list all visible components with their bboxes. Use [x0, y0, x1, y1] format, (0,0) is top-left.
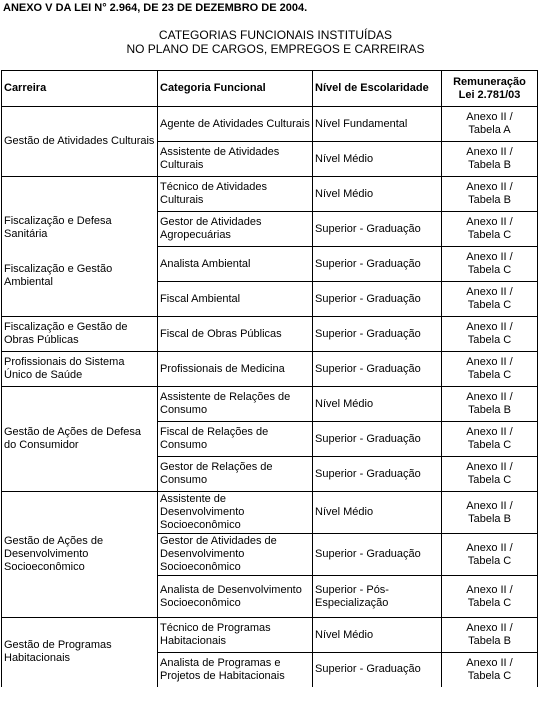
- categoria-cell: Analista de Programas e Projetos de Habitacionais: [158, 653, 313, 687]
- nivel-cell: Superior - Graduação: [313, 653, 442, 687]
- nivel-cell: Nível Fundamental: [313, 107, 442, 142]
- remuneracao-cell: Anexo II / Tabela C: [442, 247, 538, 282]
- career-cell: Profissionais do Sistema Único de Saúde: [2, 352, 158, 387]
- nivel-cell: Nível Médio: [313, 492, 442, 534]
- career-cell: Gestão de Programas Habitacionais: [2, 618, 158, 687]
- categoria-cell: Fiscal Ambiental: [158, 282, 313, 317]
- career-cell: Fiscalização e Gestão de Obras Públicas: [2, 317, 158, 352]
- nivel-cell: Nível Médio: [313, 142, 442, 177]
- remuneracao-cell: Anexo II / Tabela B: [442, 618, 538, 653]
- remuneracao-cell: Anexo II / Tabela C: [442, 317, 538, 352]
- table-header-row: [2, 71, 538, 107]
- remuneracao-cell: Anexo II / Tabela C: [442, 212, 538, 247]
- career-cell: [2, 177, 158, 317]
- nivel-cell: Nível Médio: [313, 618, 442, 653]
- categoria-cell: Gestor de Atividades de Desenvolvimento Socioeconômico: [158, 534, 313, 576]
- categoria-cell: Analista de Desenvolvimento Socioeconômico: [158, 576, 313, 618]
- career-cell: Gestão de Ações de Defesa do Consumidor: [2, 387, 158, 492]
- title-line-1: CATEGORIAS FUNCIONAIS INSTITUÍDAS: [158, 28, 393, 42]
- remuneracao-cell: Anexo II / Tabela C: [442, 282, 538, 317]
- categoria-cell: Gestor de Atividades Agropecuárias: [158, 212, 313, 247]
- categoria-cell: Técnico de Programas Habitacionais: [158, 618, 313, 653]
- table-row: [2, 177, 538, 212]
- remuneracao-cell: Anexo II / Tabela B: [442, 492, 538, 534]
- nivel-cell: Superior - Graduação: [313, 212, 442, 247]
- remuneracao-cell: Anexo II / Tabela B: [442, 142, 538, 177]
- categoria-cell: Agente de Atividades Culturais: [158, 107, 313, 142]
- nivel-cell: Superior - Graduação: [313, 317, 442, 352]
- career-fiscalizacao-defesa-sanitaria: Fiscalização e Defesa Sanitária: [4, 215, 112, 240]
- nivel-cell: Superior - Graduação: [313, 422, 442, 457]
- header-remuneracao: Remuneração Lei 2.781/03: [442, 71, 538, 107]
- header-nivel: Nível de Escolaridade: [313, 71, 442, 107]
- remuneracao-cell: Anexo II / Tabela A: [442, 107, 538, 142]
- nivel-cell: Superior - Graduação: [313, 247, 442, 282]
- categoria-cell: Fiscal de Obras Públicas: [158, 317, 313, 352]
- remuneracao-cell: Anexo II / Tabela C: [442, 653, 538, 687]
- remuneracao-cell: Anexo II / Tabela C: [442, 352, 538, 387]
- header-categoria: Categoria Funcional: [158, 71, 313, 107]
- remuneracao-cell: Anexo II / Tabela C: [442, 422, 538, 457]
- categoria-cell: Analista Ambiental: [158, 247, 313, 282]
- categoria-cell: Profissionais de Medicina: [158, 352, 313, 387]
- table-row: [2, 352, 538, 387]
- nivel-cell: Nível Médio: [313, 177, 442, 212]
- career-cell: Gestão de Atividades Culturais: [2, 107, 158, 177]
- remuneracao-cell: Anexo II / Tabela C: [442, 534, 538, 576]
- nivel-cell: Nível Médio: [313, 387, 442, 422]
- table-row: [2, 618, 538, 653]
- remuneracao-cell: Anexo II / Tabela C: [442, 576, 538, 618]
- categoria-cell: Gestor de Relações de Consumo: [158, 457, 313, 492]
- table-row: [2, 492, 538, 534]
- document-title: [0, 28, 551, 56]
- remuneracao-cell: Anexo II / Tabela B: [442, 177, 538, 212]
- career-fiscalizacao-gestao-ambiental: Fiscalização e Gestão Ambiental: [4, 263, 113, 288]
- title-line-2: NO PLANO DE CARGOS, EMPREGOS E CARREIRAS: [126, 42, 425, 56]
- career-categories-table: [1, 70, 538, 687]
- nivel-cell: Superior - Pós-Especialização: [313, 576, 442, 618]
- remuneracao-cell: Anexo II / Tabela C: [442, 457, 538, 492]
- categoria-cell: Técnico de Atividades Culturais: [158, 177, 313, 212]
- table-row: [2, 107, 538, 142]
- categoria-cell: Assistente de Atividades Culturais: [158, 142, 313, 177]
- header-carreira: Carreira: [2, 71, 158, 107]
- table-row: [2, 317, 538, 352]
- nivel-cell: Superior - Graduação: [313, 534, 442, 576]
- table-row: [2, 387, 538, 422]
- categoria-cell: Assistente de Relações de Consumo: [158, 387, 313, 422]
- categoria-cell: Assistente de Desenvolvimento Socioeconômico: [158, 492, 313, 534]
- remuneracao-cell: Anexo II / Tabela B: [442, 387, 538, 422]
- nivel-cell: Superior - Graduação: [313, 352, 442, 387]
- nivel-cell: Superior - Graduação: [313, 457, 442, 492]
- law-reference-heading: ANEXO V DA LEI N° 2.964, DE 23 DE DEZEMBRO DE 2004.: [3, 2, 308, 14]
- nivel-cell: Superior - Graduação: [313, 282, 442, 317]
- categoria-cell: Fiscal de Relações de Consumo: [158, 422, 313, 457]
- career-cell: Gestão de Ações de Desenvolvimento Socioeconômico: [2, 492, 158, 618]
